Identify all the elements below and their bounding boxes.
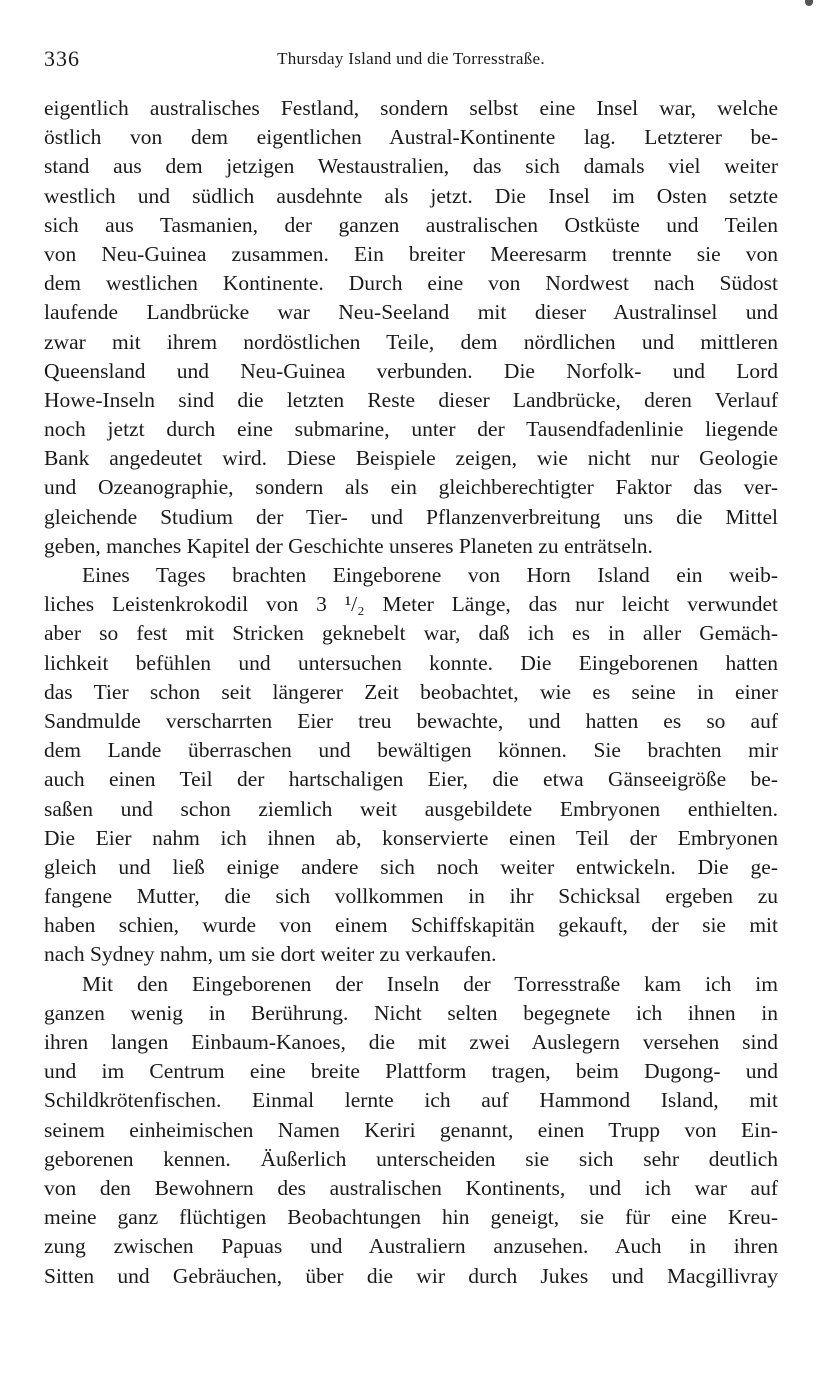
text-line: fangene Mutter, die sich vollkommen in ihr Schicksal ergeben zu: [44, 884, 778, 909]
text-line: auch einen Teil der hartschaligen Eier, die etwa Gänseeigröße be-: [44, 767, 778, 792]
text-line: sich aus Tasmanien, der ganzen australischen Ostküste und Teilen: [44, 212, 778, 237]
text-line: Sandmulde verscharrten Eier treu bewachte, und hatten es so auf: [44, 708, 778, 733]
text-line: aber so fest mit Stricken geknebelt war, daß ich es in aller Gemäch-: [44, 621, 778, 646]
text-line: gleichende Studium der Tier- und Pflanzenverbreitung uns die Mittel: [44, 504, 778, 529]
text-line: zung zwischen Papuas und Australiern anzusehen. Auch in ihren: [44, 1234, 778, 1259]
text-line: das Tier schon seit längerer Zeit beobachtet, wie es seine in einer: [44, 679, 778, 704]
running-title: Thursday Island und die Torresstraße.: [277, 49, 545, 68]
text-line: geborenen kennen. Äußerlich unterscheiden sie sich sehr deutlich: [44, 1146, 778, 1171]
text-line: von Neu-Guinea zusammen. Ein breiter Meeresarm trennte sie von: [44, 241, 778, 266]
text-line: östlich von dem eigentlichen Austral-Kontinente lag. Letzterer be-: [44, 125, 778, 150]
text-line: Bank angedeutet wird. Diese Beispiele zeigen, wie nicht nur Geologie: [44, 446, 778, 471]
text-line: Schildkrötenfischen. Einmal lernte ich auf Hammond Island, mit: [44, 1088, 778, 1113]
text-line: nach Sydney nahm, um sie dort weiter zu verkaufen.: [44, 942, 497, 967]
text-line: lichkeit befühlen und untersuchen konnte. Die Eingeborenen hatten: [44, 650, 778, 675]
text-line: und Ozeanographie, sondern als ein gleichberechtigter Faktor das ver-: [44, 475, 778, 500]
text-line: liches Leistenkrokodil von 3 ¹/₂ Meter Länge, das nur leicht verwundet: [44, 592, 778, 617]
text-line: ganzen wenig in Berührung. Nicht selten begegnete ich ihnen in: [44, 1000, 778, 1025]
text-line: Queensland und Neu-Guinea verbunden. Die Norfolk- und Lord: [44, 358, 778, 383]
text-line: und im Centrum eine breite Plattform tragen, beim Dugong- und: [44, 1059, 778, 1084]
text-line: seinem einheimischen Namen Keriri genannt, einen Trupp von Ein-: [44, 1117, 778, 1142]
text-line: geben, manches Kapitel der Geschichte unseres Planeten zu enträtseln.: [44, 533, 653, 558]
paragraph-1: [44, 94, 778, 561]
text-line: stand aus dem jetzigen Westaustralien, das sich damals viel weiter: [44, 154, 778, 179]
text-line: meine ganz flüchtigen Beobachtungen hin geneigt, sie für eine Kreu-: [44, 1205, 778, 1230]
text-line: Sitten und Gebräuchen, über die wir durch Jukes und Macgillivray: [44, 1263, 778, 1288]
text-line: Eines Tages brachten Eingeborene von Horn Island ein weib-: [82, 563, 778, 587]
text-line: Die Eier nahm ich ihnen ab, konservierte einen Teil der Embryonen: [44, 825, 778, 850]
text-line: zwar mit ihrem nordöstlichen Teile, dem nördlichen und mittleren: [44, 329, 778, 354]
text-line: dem Lande überraschen und bewältigen können. Sie brachten mir: [44, 738, 778, 763]
text-line: eigentlich australisches Festland, sondern selbst eine Insel war, welche: [44, 96, 778, 120]
text-line: saßen und schon ziemlich weit ausgebildete Embryonen enthielten.: [44, 796, 778, 821]
text-line: Howe-Inseln sind die letzten Reste dieser Landbrücke, deren Verlauf: [44, 387, 778, 412]
scan-corner-mark: [805, 0, 813, 6]
text-line: gleich und ließ einige andere sich noch weiter entwickeln. Die ge-: [44, 854, 778, 879]
body-text: [44, 94, 778, 1291]
paragraph-2: [44, 561, 778, 970]
paragraph-3: [44, 970, 778, 1291]
page-number: 336: [44, 46, 80, 71]
text-line: Mit den Eingeborenen der Inseln der Torresstraße kam ich im: [82, 971, 778, 996]
text-line: westlich und südlich ausdehnte als jetzt. Die Insel im Osten setzte: [44, 183, 778, 208]
text-line: dem westlichen Kontinente. Durch eine von Nordwest nach Südost: [44, 271, 778, 296]
text-line: laufende Landbrücke war Neu-Seeland mit dieser Australinsel und: [44, 300, 778, 325]
running-head: [44, 46, 778, 74]
text-line: haben schien, wurde von einem Schiffskapitän gekauft, der sie mit: [44, 913, 778, 938]
text-line: ihren langen Einbaum-Kanoes, die mit zwei Auslegern versehen sind: [44, 1030, 778, 1054]
text-line: noch jetzt durch eine submarine, unter der Tausendfadenlinie liegende: [44, 417, 778, 442]
text-line: von den Bewohnern des australischen Kontinents, und ich war auf: [44, 1175, 778, 1200]
